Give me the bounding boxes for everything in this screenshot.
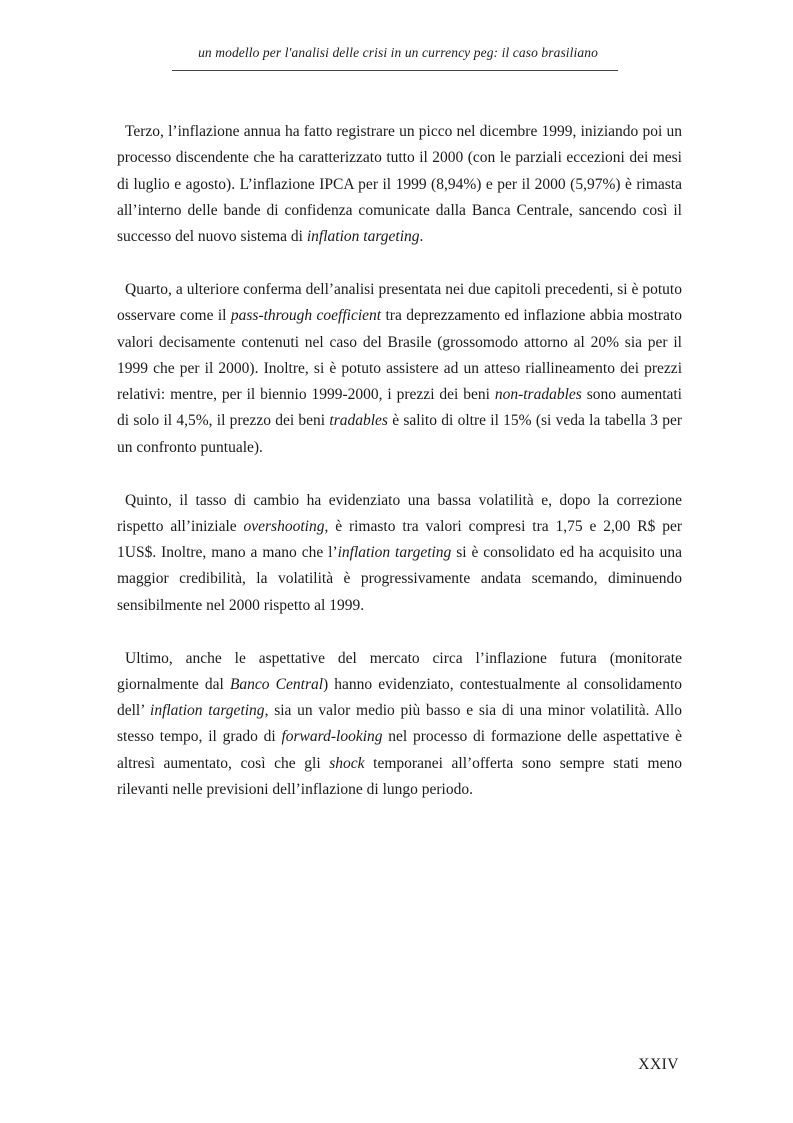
italic-term: Banco Central	[229, 675, 324, 693]
paragraph-text: Quinto, il tasso di cambio ha evidenziato una bassa volatilità e, dopo la correzione rispetto all’iniziale	[117, 491, 682, 535]
paragraph-text: nel processo di formazione delle aspettative è altresì aumentato, così che gli	[117, 728, 682, 772]
italic-term: inflation targeting	[150, 702, 265, 720]
paragraph-quarto	[117, 277, 682, 461]
italic-term: pass-through coefficient	[230, 307, 382, 325]
header-divider	[172, 70, 618, 71]
paragraph-text: , sia un valor medio più basso e sia di una minor volatilità. Allo stesso tempo, il grado di	[117, 702, 682, 746]
paragraph-text: è salito di oltre il 15% (si veda la tabella 3 per un confronto puntuale).	[117, 412, 682, 456]
paragraph-text: si è consolidato ed ha acquisito una maggior credibilità, la volatilità è progressivamente andata scemando, diminuendo sensibilmente nel 2000 rispetto al 1999.	[117, 544, 682, 614]
italic-term: overshooting	[243, 517, 325, 535]
italic-term: non-tradables	[494, 386, 582, 404]
italic-term: shock	[329, 754, 365, 772]
paragraph-text: sono aumentati di solo il 4,5%, il prezzo dei beni	[117, 386, 682, 430]
paragraph-text: , è rimasto tra valori compresi tra 1,75 e 2,00 R$ per 1US$. Inoltre, mano a mano che l’	[117, 517, 682, 562]
paragraph-text: ) hanno evidenziato, contestualmente al consolidamento dell’	[117, 675, 682, 720]
italic-term: tradables	[329, 412, 388, 430]
italic-term: inflation targeting	[337, 544, 452, 562]
italic-term: forward-looking	[281, 728, 383, 746]
paragraph-text: tra deprezzamento ed inflazione abbia mostrato valori decisamente contenuti nel caso del Brasile (grossomodo attorno al 20% sia per il 1999 che per il 2000). Inoltre, si è potuto assistere ad un atteso riallineamento dei prezzi relativi: mentre, per il biennio 1999-2000, i prezzi dei beni	[117, 307, 682, 404]
italic-term: inflation targeting	[306, 228, 420, 246]
body-text	[117, 119, 682, 830]
paragraph-text: .	[419, 228, 424, 246]
page-number: XXIV	[638, 1056, 679, 1073]
paragraph-text: temporanei all’offerta sono sempre stati meno rilevanti nelle previsioni dell’inflazione di lungo periodo.	[117, 754, 682, 799]
paragraph-text: Terzo, l’inflazione annua ha fatto registrare un picco nel dicembre 1999, iniziando poi un processo discendente che ha caratterizzato tutto il 2000 (con le parziali eccezioni dei mesi di luglio e agosto). L’inflazione IPCA per il 1999 (8,94%) e per il 2000 (5,97%) è rimasta all’interno delle bande di confidenza comunicate dalla Banca Centrale, sancendo così il successo del nuovo sistema di	[117, 123, 682, 246]
paragraph-ultimo	[117, 646, 682, 804]
running-header: un modello per l'analisi delle crisi in un currency peg: il caso brasiliano	[198, 45, 598, 60]
paragraph-terzo	[117, 119, 682, 250]
paragraph-text: Ultimo, anche le aspettative del mercato circa l’inflazione futura (monitorate giornalmente dal	[117, 649, 682, 693]
paragraph-quinto	[117, 488, 682, 619]
paragraph-text: Quarto, a ulteriore conferma dell’analisi presentata nei due capitoli precedenti, si è potuto osservare come il	[117, 280, 682, 325]
